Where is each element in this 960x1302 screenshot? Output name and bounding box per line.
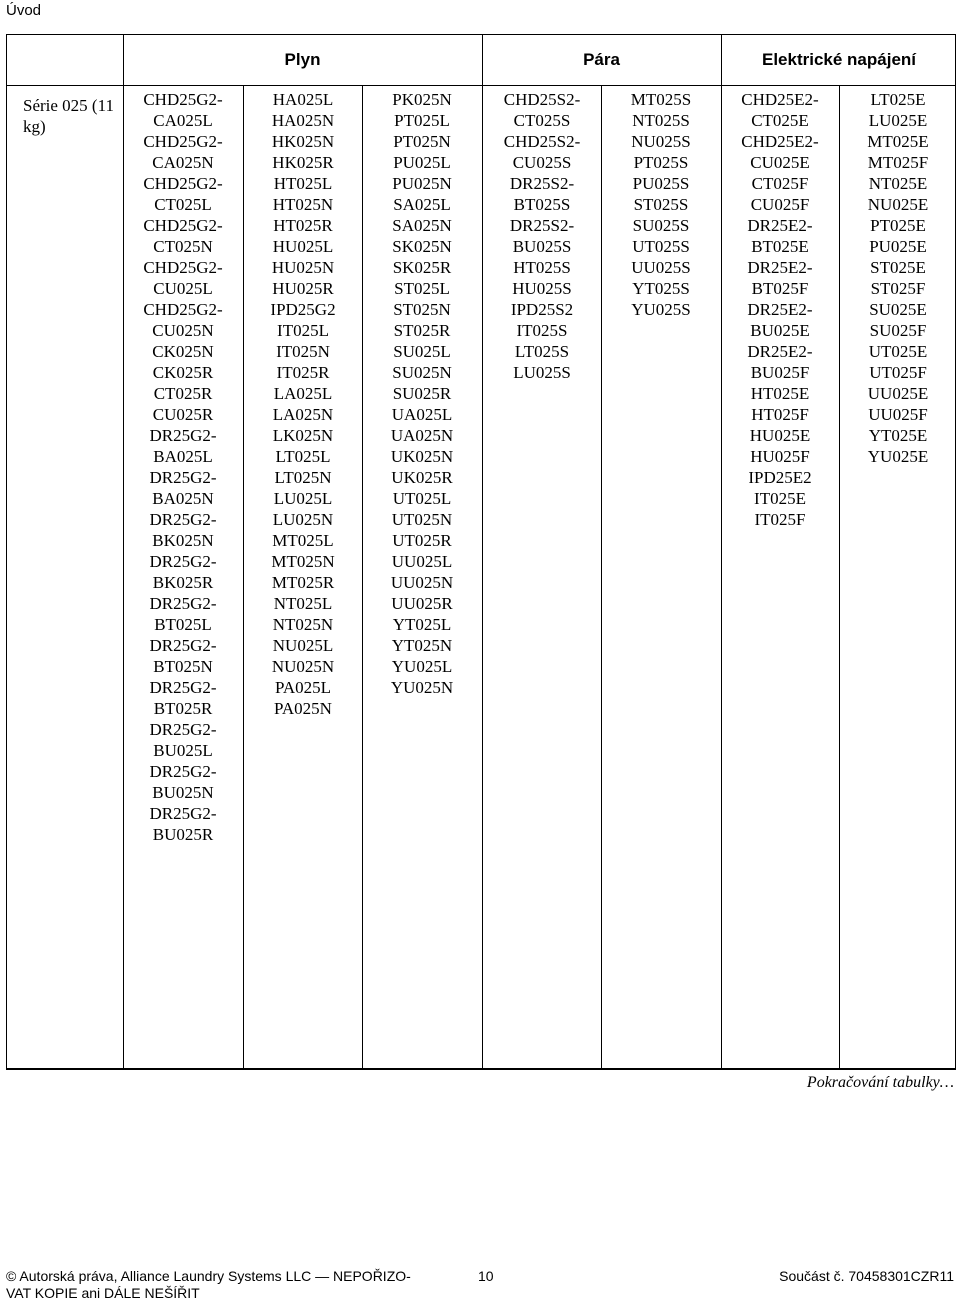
model-code: CK025R [152,363,214,382]
model-code: HU025R [272,279,334,298]
model-code: PT025S [633,153,689,172]
model-code: SK025N [392,237,452,256]
model-code: CHD25G2-CT025N [143,216,223,256]
model-code: DR25G2-BT025N [149,636,217,676]
gas-column-1 [127,89,239,845]
model-code: LT025E [870,90,926,109]
model-code: HU025E [749,426,811,445]
model-code: YU025S [631,300,691,319]
model-code: SU025E [869,300,927,319]
model-code: NU025L [272,636,334,655]
model-code: LA025L [273,384,333,403]
model-code: PA025L [274,678,332,697]
divider-steam-1 [601,85,602,1068]
model-code: HU025N [271,258,335,277]
model-code: DR25E2-BU025E [747,300,813,340]
model-code: HT025E [750,384,810,403]
divider-gas-2 [362,85,363,1068]
model-code: MT025S [630,90,692,109]
model-code: HT025L [273,174,333,193]
model-code: HT025S [513,258,571,277]
model-code: PK025N [392,90,452,109]
model-code: CHD25G2-CU025L [143,258,223,298]
model-code: SA025L [393,195,451,214]
model-code: UT025E [868,342,928,361]
divider-gas-1 [243,85,244,1068]
model-code: LA025N [272,405,334,424]
model-code: PU025S [632,174,690,193]
model-code: SU025F [869,321,927,340]
model-code: NU025E [867,195,929,214]
model-code: CHD25E2-CU025E [741,132,819,172]
model-code: DR25G2-BK025R [149,552,217,592]
model-code: LT025L [275,447,331,466]
model-code: YT025E [868,426,928,445]
model-code: UU025R [391,594,453,613]
part-number: Součást č. 70458301CZR11 [779,1268,954,1284]
model-code: ST025F [870,279,926,298]
model-code: UT025F [869,363,927,382]
model-code: IT025S [516,321,568,340]
model-code: LT025N [274,468,332,487]
group-header-electric: Elektrické napájení [761,50,917,69]
model-code: YT025L [392,615,452,634]
model-code: IPD25G2 [270,300,336,319]
model-code: DR25G2-BU025N [149,762,217,802]
model-code: ST025L [394,279,450,298]
model-code: ST025R [393,321,451,340]
model-code: NT025E [868,174,928,193]
model-code: HT025N [272,195,334,214]
model-code: YT025S [632,279,690,298]
model-code: PU025E [869,237,927,256]
model-code: NT025L [273,594,333,613]
model-code: YT025N [391,636,453,655]
model-code: LU025S [513,363,571,382]
model-code: PT025L [394,111,450,130]
model-code: UU025F [868,405,928,424]
model-code: HU025F [750,447,810,466]
header-separator [7,85,955,86]
model-code: IT025N [276,342,330,361]
model-code: YU025E [867,447,929,466]
copyright-notice: © Autorská práva, Alliance Laundry Systems LLC — NEPOŘIZO-VAT KOPIE ani DÁLE NEŠÍŘIT [6,1268,411,1301]
model-code: NU025S [631,132,691,151]
model-code: DR25G2-BA025N [149,468,217,508]
model-code: HK025R [272,153,334,172]
model-code: MT025F [867,153,929,172]
model-code: SA025N [392,216,452,235]
model-code: NT025N [272,615,334,634]
electric-column-1 [725,89,835,530]
model-code: CT025R [153,384,213,403]
model-code: LU025L [273,489,333,508]
model-code: SK025R [392,258,452,277]
model-code: PU025L [393,153,451,172]
model-table [6,34,956,1070]
model-code: HU025L [272,237,334,256]
model-code: IPD25S2 [510,300,574,319]
gas-column-3 [366,89,478,698]
model-code: CHD25G2-CU025N [143,300,223,340]
divider-steam-electric [721,35,722,1068]
model-code: DR25G2-BU025R [149,804,217,844]
model-code: CHD25S2-CT025S [503,90,581,130]
model-code: UT025S [632,237,690,256]
model-code: CHD25G2-CA025L [143,90,223,130]
model-code: YU025N [390,678,454,697]
group-header-steam: Pára [583,50,620,69]
divider-gas-steam [482,35,483,1068]
model-code: ST025E [870,258,926,277]
model-code: MT025N [271,552,335,571]
model-code: CHD25G2-CA025N [143,132,223,172]
steam-column-2 [605,89,717,320]
model-code: IT025L [277,321,329,340]
model-code: NU025N [271,657,335,676]
model-code: UK025R [391,468,453,487]
model-code: LU025E [868,111,928,130]
model-code: HA025L [272,90,334,109]
model-code: PT025E [870,216,926,235]
page-number: 10 [478,1268,494,1284]
model-code: ST025S [633,195,689,214]
model-code: UT025N [391,510,453,529]
model-code: UU025N [390,573,454,592]
group-header-gas: Plyn [284,50,321,69]
model-code: DR25G2-BT025L [149,594,217,634]
model-code: LT025S [514,342,570,361]
model-code: HU025S [512,279,572,298]
model-code: DR25E2-BT025F [747,258,813,298]
gas-column-2 [247,89,359,719]
model-code: IT025F [754,510,806,529]
model-code: LU025N [272,510,334,529]
model-code: UK025N [390,447,454,466]
model-code: HA025N [271,111,335,130]
model-code: IPD25E2 [748,468,812,487]
model-code: DR25G2-BU025L [149,720,217,760]
model-code: YU025L [391,657,453,676]
model-code: MT025L [272,531,334,550]
model-code: SU025L [393,342,451,361]
page-footer [0,1264,960,1301]
model-code: CU025R [152,405,214,424]
model-code: CHD25E2-CT025E [741,90,819,130]
model-code: PT025N [393,132,451,151]
model-code: UU025L [391,552,453,571]
model-code: CHD25G2-CT025L [143,174,223,214]
model-code: LK025N [272,426,334,445]
divider-electric-1 [839,85,840,1068]
model-code: ST025N [393,300,451,319]
model-code: DR25E2-BU025F [747,342,813,382]
model-code: SU025S [632,216,690,235]
model-code: HT025F [751,405,809,424]
model-code: SU025R [392,384,452,403]
model-code: DR25E2-BT025E [747,216,813,256]
model-code: MT025E [867,132,929,151]
model-code: IT025E [754,489,806,508]
model-code: DR25S2-BU025S [509,216,575,256]
model-code: MT025R [271,573,335,592]
model-code: HK025N [271,132,335,151]
model-code: CK025N [152,342,214,361]
model-code: DR25G2-BK025N [149,510,217,550]
model-code: DR25S2-BT025S [509,174,575,214]
model-code: DR25G2-BT025R [149,678,217,718]
model-code: UA025L [391,405,453,424]
model-code: CU025F [750,195,810,214]
series-label: Série 025 (11 kg) [23,96,114,136]
table-continuation-note: Pokračování tabulky… [806,1074,954,1091]
electric-column-2 [843,89,953,467]
model-code: IT025R [276,363,330,382]
model-code: CHD25S2-CU025S [503,132,581,172]
model-code: PU025N [392,174,452,193]
model-code: UU025E [867,384,929,403]
model-code: PA025N [274,699,332,718]
model-code: UT025R [392,531,452,550]
model-code: DR25G2-BA025L [149,426,217,466]
model-code: HT025R [273,216,333,235]
model-code: SU025N [392,363,452,382]
steam-column-1 [486,89,598,383]
divider-label-col [123,35,124,1068]
model-code: UU025S [631,258,691,277]
section-header: Úvod [6,2,42,19]
model-code: UA025N [390,426,454,445]
model-code: CT025F [751,174,809,193]
model-code: UT025L [392,489,452,508]
model-code: NT025S [632,111,690,130]
